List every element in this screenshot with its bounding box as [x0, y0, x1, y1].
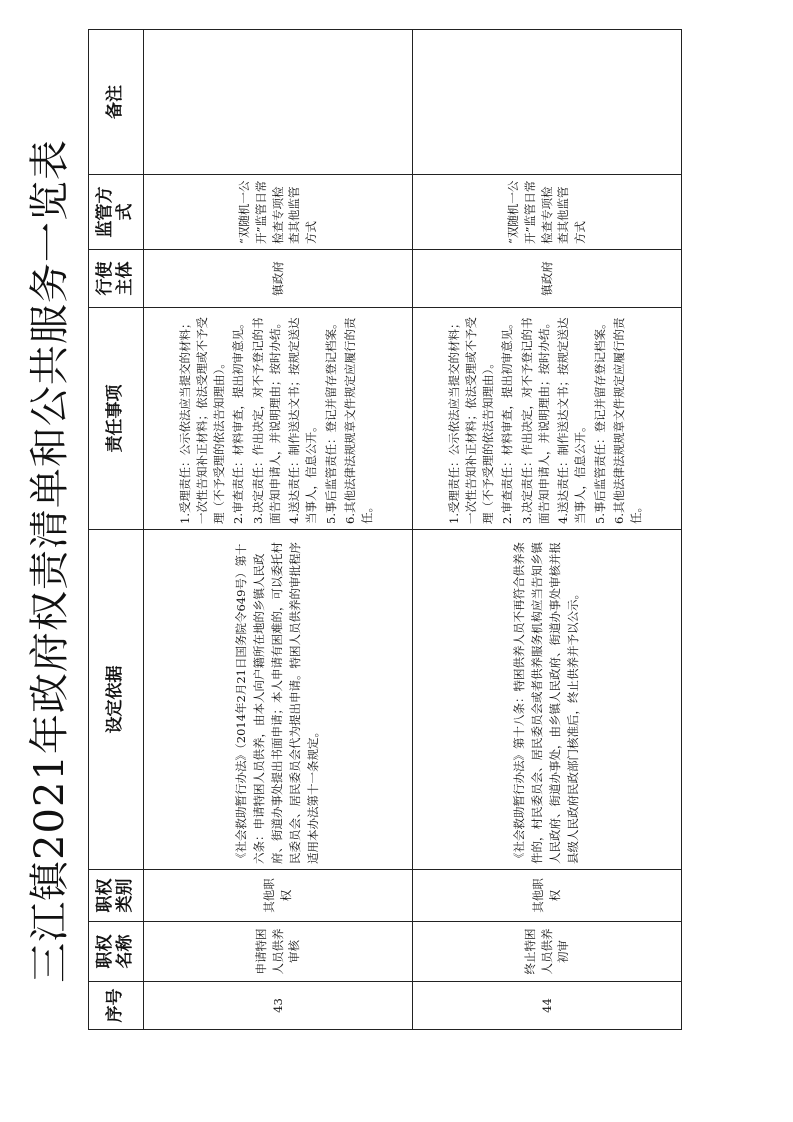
responsibility-item: 4.送达责任：制作送达文书；按规定送达当事人，信息公开。 [287, 317, 318, 524]
header-row [89, 30, 144, 1030]
responsibility-table [88, 29, 682, 1030]
responsibility-item: 4.送达责任：制作送达文书；按规定送达当事人，信息公开。 [556, 317, 587, 524]
row-no: 43 [144, 982, 413, 1030]
row-supervision: “双随机一公开”监管日常检查专项检查其他监管方式 [413, 175, 682, 250]
responsibility-item: 2.审查责任：材料审查，提出初审意见。 [500, 317, 515, 524]
row-subject: 镇政府 [413, 250, 682, 308]
row-name: 终止特困人员供养初审 [413, 922, 682, 982]
header-supervision: 监管方式 [89, 175, 144, 250]
responsibility-item: 3.决定责任：作出决定，对不予登记的书面告知申请人，并说明理由；按时办结。 [519, 317, 551, 524]
responsibility-item: 5.事后监管责任：登记并留存登记档案。 [592, 317, 607, 524]
table-row [144, 30, 413, 1030]
row-remarks [144, 30, 413, 175]
responsibility-item: 2.审查责任：材料审查，提出初审意见。 [231, 317, 246, 524]
responsibility-item: 1.受理责任：公示依法应当提交的材料；一次性告知补正材料；依法受理或不予受理（不予受理的依法告知理由）。 [447, 317, 495, 524]
responsibility-item: 6.其他法律法规规章文件规定应履行的责任。 [343, 317, 375, 524]
row-responsibility [413, 308, 682, 530]
row-name: 申请特困人员供养审核 [144, 922, 413, 982]
header-no: 序号 [89, 982, 144, 1030]
row-basis: 《社会救助暂行办法》（2014年2月21日国务院令649号）第十六条：申请特困人员供养，由本人向户籍所在地的乡镇人民政府、街道办事处提出书面申请；本人申请有困难的，可以委托村民委员会、居民委员会代为提出申请。特困人员供养的审批程序适用本办法第十一条规定。 [144, 530, 413, 870]
responsibility-item: 5.事后监管责任：登记并留存登记档案。 [323, 317, 338, 524]
header-subject: 行使主体 [89, 250, 144, 308]
row-remarks [413, 30, 682, 175]
row-category: 其他职权 [413, 870, 682, 922]
row-category: 其他职权 [144, 870, 413, 922]
header-responsibility: 责任事项 [89, 308, 144, 530]
responsibility-item: 1.受理责任：公示依法应当提交的材料；一次性告知补正材料；依法受理或不予受理（不予受理的依法告知理由）。 [178, 317, 226, 524]
row-subject: 镇政府 [144, 250, 413, 308]
responsibility-item: 3.决定责任：作出决定，对不予登记的书面告知申请人，并说明理由；按时办结。 [250, 317, 282, 524]
row-responsibility [144, 308, 413, 530]
row-no: 44 [413, 982, 682, 1030]
header-name: 职权名称 [89, 922, 144, 982]
document-title: 三江镇2021年政府权责清单和公共服务一览表 [27, 139, 73, 983]
row-supervision: “双随机一公开”监管日常检查专项检查其他监管方式 [144, 175, 413, 250]
row-basis: 《社会救助暂行办法》第十八条：特困供养人员不再符合供养条件的，村民委员会、居民委员会或者供养服务机构应当告知乡镇人民政府、街道办事处，由乡镇人民政府、街道办事处审核并报县级人民政府民政部门核准后，终止供养并予以公示。 [413, 530, 682, 870]
responsibility-item: 6.其他法律法规规章文件规定应履行的责任。 [612, 317, 644, 524]
table-row [413, 30, 682, 1030]
header-basis: 设定依据 [89, 530, 144, 870]
header-category: 职权类别 [89, 870, 144, 922]
header-remarks: 备注 [89, 30, 144, 175]
